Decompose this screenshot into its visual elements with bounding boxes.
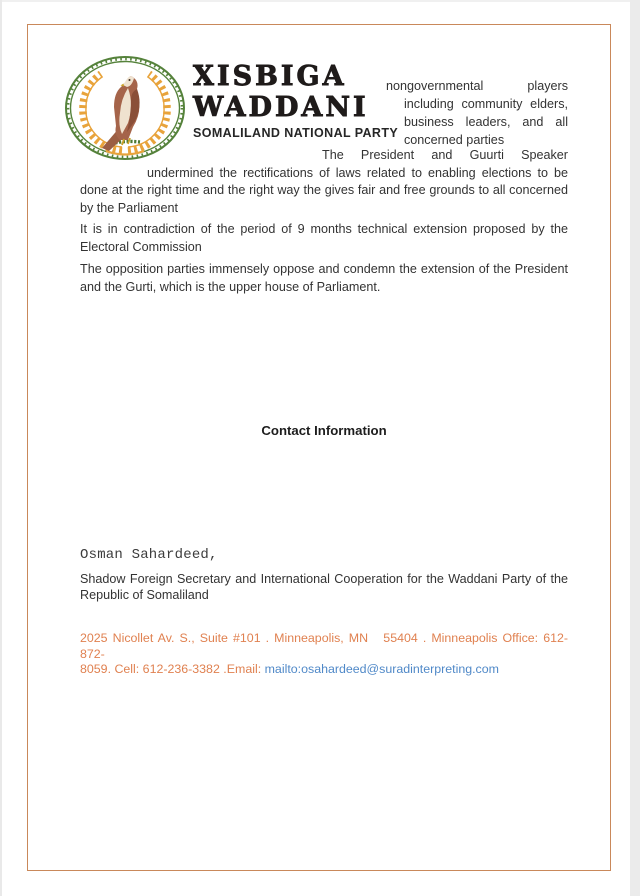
text-line: The President and Guurti Speaker bbox=[322, 148, 568, 162]
paragraph-president-guurti bbox=[80, 147, 568, 217]
signatory-title bbox=[80, 571, 568, 603]
paragraph-opposition bbox=[80, 261, 568, 296]
text-line: Shadow Foreign Secretary and International Cooperation for the Waddani Party of the bbox=[80, 572, 568, 586]
party-emblem bbox=[64, 55, 186, 161]
text-line: concerned parties bbox=[404, 133, 505, 147]
text-line: done at the right time and the right way the gives fair and free grounds to all concerned bbox=[80, 183, 568, 198]
address-line-2-text: 8059. Cell: 612-236-3382 .Email: bbox=[80, 662, 265, 677]
text-line: nongovernmental players bbox=[386, 79, 568, 93]
party-subtitle: SOMALILAND NATIONAL PARTY bbox=[193, 126, 399, 140]
text-line: It is in contradiction of the period of 9 months technical extension proposed by the bbox=[80, 222, 568, 236]
text-line: Electoral Commission bbox=[80, 239, 202, 254]
address-line-1: 2025 Nicollet Av. S., Suite #101 . Minneapolis, MN 55404 . Minneapolis Office: 612-872- bbox=[80, 631, 568, 661]
page-edge-right bbox=[630, 0, 640, 896]
paragraph-contradiction bbox=[80, 221, 568, 256]
text-line: by the Parliament bbox=[80, 200, 179, 215]
signatory-name: Osman Sahardeed, bbox=[80, 547, 218, 563]
address-line-2 bbox=[80, 662, 568, 678]
text-line: Republic of Somaliland bbox=[80, 588, 209, 603]
text-line: and the Gurti, which is the upper house of Parliament. bbox=[80, 279, 381, 294]
text-line: undermined the rectifications of laws related to enabling elections to be bbox=[147, 165, 568, 180]
contact-information-heading: Contact Information bbox=[261, 423, 387, 438]
falcon-laurel-wreath-icon bbox=[64, 55, 186, 161]
email-link[interactable]: mailto:osahardeed@suradinterpreting.com bbox=[264, 662, 499, 677]
page-edge-top bbox=[0, 0, 640, 2]
page-edge-left bbox=[0, 0, 2, 896]
text-line: including community elders, bbox=[404, 97, 568, 111]
text-line: business leaders, and all bbox=[404, 115, 568, 129]
contact-address bbox=[80, 631, 568, 678]
party-title-line2: WADDANI bbox=[193, 92, 369, 123]
party-title-line1: XISBIGA bbox=[193, 61, 347, 92]
paragraph-nongovernmental bbox=[386, 77, 568, 149]
text-line: The opposition parties immensely oppose and condemn the extension of the President bbox=[80, 262, 568, 276]
